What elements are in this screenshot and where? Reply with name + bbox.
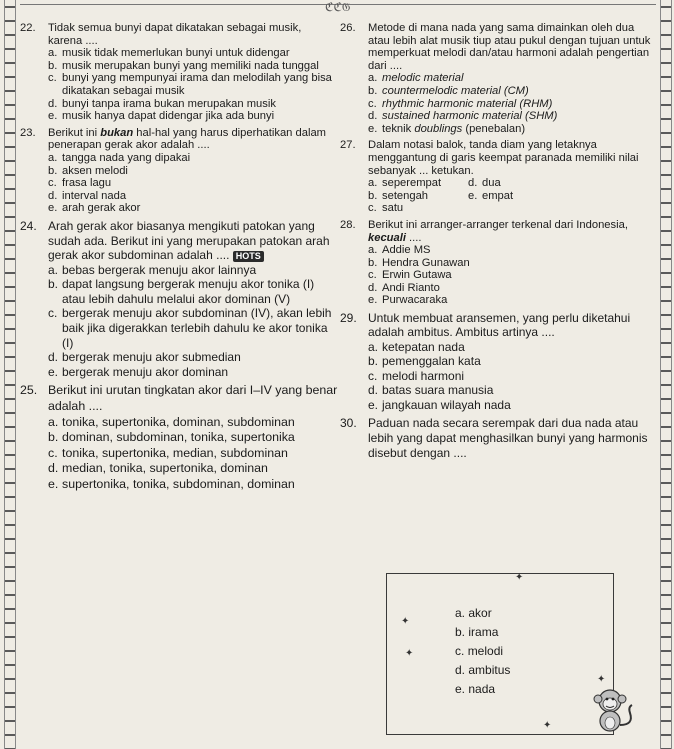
- question-22: [20, 22, 338, 123]
- option-c: c. melodi: [455, 644, 504, 658]
- option-a: a. ketepatan nada: [368, 339, 465, 354]
- option-e: e. empat: [468, 189, 514, 202]
- question-stem: Untuk membuat aransemen, yang perlu diketahui adalah ambitus. Ambitus artinya ....: [368, 311, 631, 340]
- option-d: d. dua: [468, 177, 501, 190]
- monkey-illustration: [590, 685, 636, 735]
- option-a: a. Addie MS: [368, 244, 431, 257]
- option-d: d. bergerak menuju akor submedian: [48, 350, 241, 365]
- sparkle-icon: ✦: [401, 616, 410, 627]
- question-stem: Metode di mana nada yang sama dimainkan oleh dua atau lebih alat musik tiup atau pukul dengan tujuan untuk memperkuat melodi dan/atau harmoni adalah pengertian dari ....: [368, 22, 651, 72]
- question-23: [20, 127, 338, 215]
- option-e: e. musik hanya dapat didengar jika ada bunyi: [48, 110, 275, 123]
- option-a: a. tangga nada yang dipakai: [48, 151, 191, 164]
- left-decorative-border: [4, 0, 16, 749]
- option-a: a. akor: [455, 606, 492, 620]
- question-stem: Tidak semua bunyi dapat dikatakan sebagai musik, karena ....: [48, 22, 302, 47]
- question-24: [20, 219, 338, 380]
- question-stem: Berikut ini arranger-arranger terkenal dari Indonesia, kecuali ....: [368, 218, 628, 244]
- answer-options-list: [455, 604, 510, 699]
- question-number: 22.: [20, 22, 36, 34]
- option-b: b. dapat langsung bergerak menuju akor tonika (I) atau lebih dahulu melalui akor dominan (V): [48, 277, 315, 306]
- sparkle-icon: ✦: [405, 648, 414, 659]
- question-27: [340, 139, 656, 215]
- option-b: b. irama: [455, 625, 499, 639]
- option-a: a. seperempat: [368, 177, 442, 190]
- question-number: 28.: [340, 218, 356, 231]
- option-d: d. bunyi tanpa irama bukan merupakan musik: [48, 97, 276, 110]
- option-c: c. bergerak menuju akor subdominan (IV), akan lebih baik jika digerakkan terlebih dahulu ke akor tonika (I): [48, 306, 332, 350]
- hots-badge: HOTS: [233, 251, 264, 262]
- question-26: [340, 22, 656, 135]
- question-number: 27.: [340, 139, 356, 152]
- option-d: d. Andi Rianto: [368, 281, 440, 294]
- right-column: [340, 22, 656, 461]
- option-grid: [368, 177, 568, 215]
- option-e: e. Purwacaraka: [368, 294, 448, 307]
- option-c: c. rhythmic harmonic material (RHM): [368, 97, 553, 110]
- option-b: b. dominan, subdominan, tonika, supertonika: [48, 430, 295, 445]
- question-number: 25.: [20, 383, 38, 398]
- option-a: a. musik tidak memerlukan bunyi untuk didengar: [48, 47, 290, 60]
- option-b: b. aksen melodi: [48, 164, 128, 177]
- option-c: c. melodi harmoni: [368, 368, 465, 383]
- option-e: e. arah gerak akor: [48, 202, 141, 215]
- question-stem: Paduan nada secara serempak dari dua nada atau lebih yang dapat menghasilkan bunyi yang harmonis disebut dengan ....: [368, 415, 648, 460]
- option-d: d. batas suara manusia: [368, 383, 494, 398]
- option-d: d. interval nada: [48, 189, 127, 202]
- option-a: a. tonika, supertonika, dominan, subdominan: [48, 414, 295, 429]
- question-stem: Arah gerak akor biasanya mengikuti patokan yang sudah ada. Berikut ini yang merupakan patokan arah gerak akor subdominan adalah .... HOTS: [48, 218, 330, 263]
- question-stem: Berikut ini urutan tingkatan akor dari I–IV yang benar adalah ....: [48, 383, 338, 414]
- option-c: c. frasa lagu: [48, 177, 112, 190]
- option-c: c. satu: [368, 202, 404, 215]
- option-c: c. bunyi yang mempunyai irama dan melodilah yang bisa dikatakan sebagai musik: [48, 72, 332, 97]
- option-b: b. pemenggalan kata: [368, 354, 481, 369]
- option-e: e. jangkauan wilayah nada: [368, 397, 511, 412]
- question-number: 24.: [20, 218, 37, 233]
- question-30: [340, 416, 656, 461]
- option-d: d. ambitus: [455, 663, 511, 677]
- question-number: 23.: [20, 126, 36, 139]
- option-d: d. sustained harmonic material (SHM): [368, 110, 558, 123]
- option-e: e. bergerak menuju akor dominan: [48, 364, 229, 379]
- right-decorative-border: [660, 0, 672, 749]
- option-a: a. bebas bergerak menuju akor lainnya: [48, 262, 257, 277]
- option-c: c. tonika, supertonika, median, subdominan: [48, 445, 288, 460]
- question-stem: Berikut ini bukan hal-hal yang harus diperhatikan dalam penerapan gerak akor adalah ....: [48, 126, 326, 152]
- question-29: [340, 311, 656, 412]
- left-column: [20, 22, 338, 493]
- question-number: 26.: [340, 22, 356, 34]
- question-stem: Dalam notasi balok, tanda diam yang letaknya menggantung di garis keempat paranada memiliki nilai sebanyak ... ketukan.: [368, 139, 639, 177]
- question-number: 29.: [340, 311, 357, 326]
- option-e: e. nada: [455, 682, 496, 696]
- option-b: b. countermelodic material (CM): [368, 84, 529, 97]
- option-e: e. supertonika, tonika, subdominan, dominan: [48, 477, 295, 491]
- option-e: e. teknik doublings (penebalan): [368, 122, 526, 135]
- option-c: c. Erwin Gutawa: [368, 269, 452, 282]
- answer-options-box: [386, 573, 614, 735]
- question-28: [340, 219, 656, 307]
- top-ornament: ℭℭ𝔊: [325, 0, 351, 14]
- sparkle-icon: ✦: [597, 674, 606, 685]
- option-b: b. musik merupakan bunyi yang memiliki nada tunggal: [48, 59, 319, 72]
- option-b: b. Hendra Gunawan: [368, 256, 470, 269]
- option-d: d. median, tonika, supertonika, dominan: [48, 461, 268, 476]
- option-b: b. setengah: [368, 189, 429, 202]
- sparkle-icon: ✦: [515, 572, 524, 583]
- option-a: a. melodic material: [368, 72, 464, 85]
- question-number: 30.: [340, 415, 357, 430]
- sparkle-icon: ✦: [543, 720, 552, 731]
- question-25: [20, 383, 338, 492]
